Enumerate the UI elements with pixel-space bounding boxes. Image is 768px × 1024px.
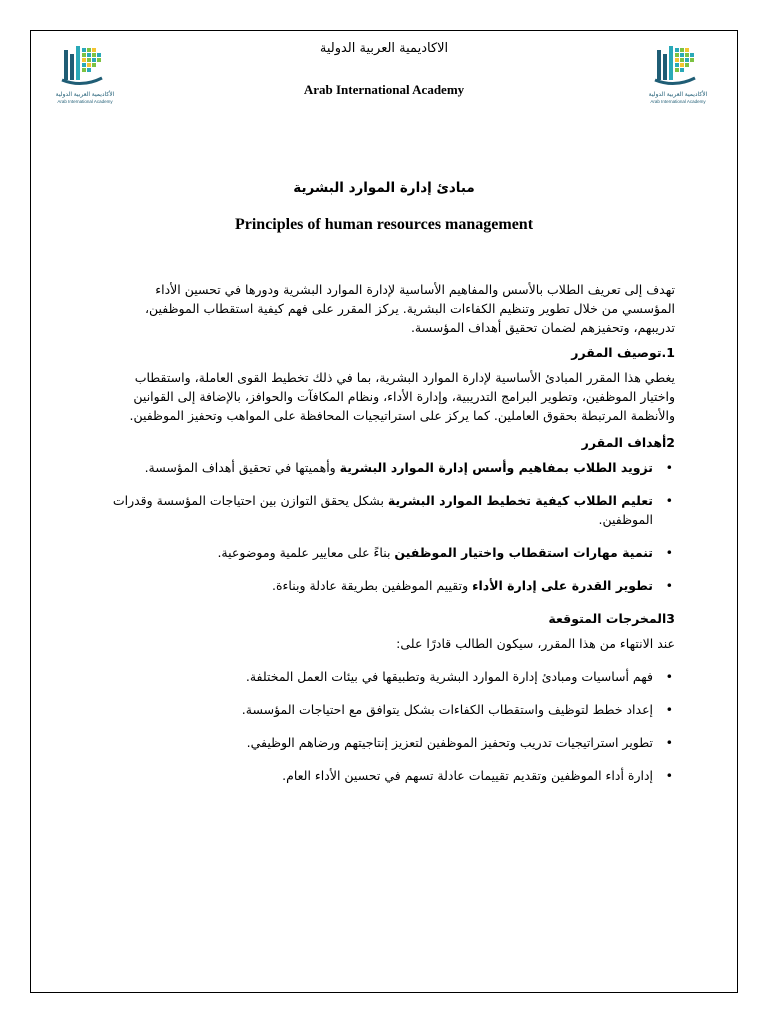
course-content	[105, 280, 675, 799]
outcome-text: تطوير استراتيجيات تدريب وتحفيز الموظفين لتعزيز إنتاجيتهم ورضاهم الوظيفي.	[246, 735, 653, 750]
list-item	[105, 543, 675, 562]
bullet-icon: •	[665, 578, 673, 593]
list-item	[105, 576, 675, 595]
logo-text-en: Arab International Academy	[57, 99, 113, 104]
objective-text: وتقييم الموظفين بطريقة عادلة وبناءة.	[272, 578, 473, 593]
list-item	[105, 667, 675, 686]
outcomes-lead: عند الانتهاء من هذا المقرر، سيكون الطالب قادرًا على:	[396, 636, 675, 651]
intro-paragraph: تهدف إلى تعريف الطلاب بالأسس والمفاهيم الأساسية لإدارة الموارد البشرية ودورها في تحسين الأداء المؤسسي من خلال تطوير وتنظيم الكفاءات البشرية. يركز المقرر على فهم كيفية استقطاب الموظفين، تدريبهم، وتحفيزهم لضمان تحقيق أهداف المؤسسة.	[144, 282, 675, 335]
list-item	[105, 700, 675, 719]
outcomes-list	[105, 667, 675, 785]
objective-bold-text: تنمية مهارات استقطاب واختيار الموظفين	[394, 545, 653, 560]
outcome-text: إدارة أداء الموظفين وتقديم تقييمات عادلة تسهم في تحسين الأداء العام.	[282, 768, 653, 783]
list-item	[105, 491, 675, 529]
objective-bold-text: تزويد الطلاب بمفاهيم وأسس إدارة الموارد البشرية	[339, 460, 653, 475]
outcome-text: إعداد خطط لتوظيف واستقطاب الكفاءات بشكل يتوافق مع احتياجات المؤسسة.	[241, 702, 653, 717]
objective-text: وأهميتها في تحقيق أهداف المؤسسة.	[144, 460, 340, 475]
bullet-icon: •	[665, 735, 673, 750]
logo-text-ar: الأكاديمية العربية الدولية	[55, 92, 115, 98]
institution-name-ar: الاكاديمية العربية الدولية	[319, 41, 449, 56]
description-paragraph: يغطي هذا المقرر المبادئ الأساسية لإدارة الموارد البشرية، بما في ذلك تخطيط القوى العاملة، واستقطاب واختيار الموظفين، وتطوير البرامج التدريبية، وإدارة الأداء، ونظام المكافآت والحوافز، بالإضافة إلى القوانين والأنظمة المرتبطة بحقوق العاملين. كما يركز على استراتيجيات المحافظة على المواهب وتحفيز الموظفين.	[129, 370, 675, 423]
logo-text-ar: الأكاديمية العربية الدولية	[648, 92, 708, 98]
bullet-icon: •	[665, 702, 673, 717]
course-title-ar: مبادئ إدارة الموارد البشرية	[293, 180, 475, 196]
objectives-list	[105, 458, 675, 595]
course-title-en: Principles of human resources management	[234, 216, 534, 233]
objective-bold-text: تطوير القدرة على إدارة الأداء	[472, 578, 653, 593]
objective-text: بناءً على معايير علمية وموضوعية.	[217, 545, 395, 560]
bullet-icon: •	[665, 493, 673, 508]
list-item	[105, 766, 675, 785]
list-item	[105, 458, 675, 477]
objective-text: بشكل يحقق التوازن بين احتياجات المؤسسة وقدرات الموظفين.	[112, 493, 653, 527]
logo-text-en: Arab International Academy	[650, 99, 706, 104]
institution-name-en: Arab International Academy	[303, 82, 465, 97]
section-heading-outcomes: 3المخرجات المتوقعة	[548, 611, 675, 626]
bullet-icon: •	[665, 768, 673, 783]
bullet-icon: •	[665, 460, 673, 475]
bullet-icon: •	[665, 545, 673, 560]
objective-bold-text: تعليم الطلاب كيفية تخطيط الموارد البشرية	[387, 493, 653, 508]
list-item	[105, 733, 675, 752]
outcome-text: فهم أساسيات ومبادئ إدارة الموارد البشرية وتطبيقها في بيئات العمل المختلفة.	[245, 669, 653, 684]
bullet-icon: •	[665, 669, 673, 684]
section-heading-description: 1.توصيف المقرر	[571, 345, 675, 360]
section-heading-objectives: 2أهداف المقرر	[581, 435, 675, 450]
